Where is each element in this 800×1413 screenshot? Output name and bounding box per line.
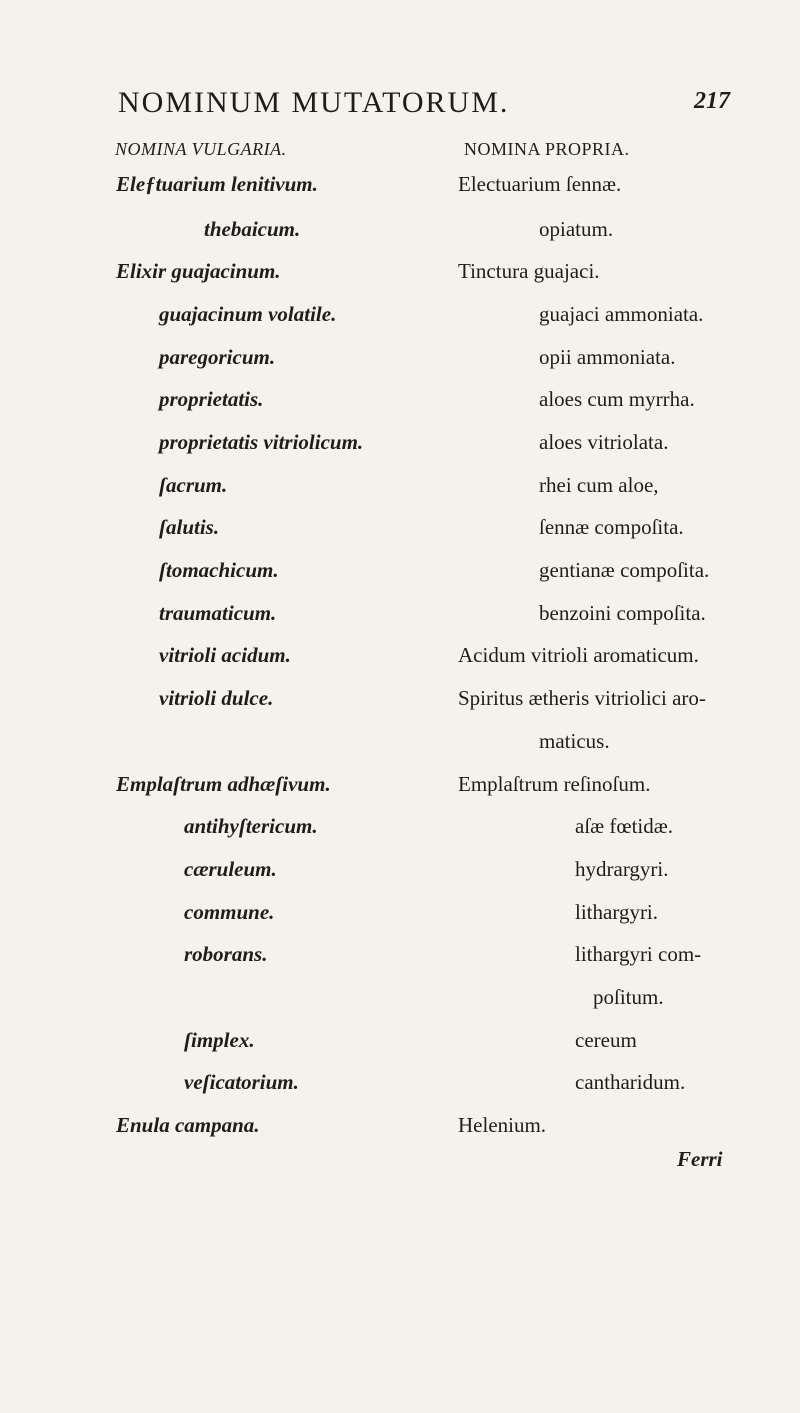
proper-name: Electuarium ſennæ. — [458, 172, 622, 196]
proper-name: ſennæ compoſita. — [539, 515, 684, 539]
proper-name: hydrargyri. — [575, 857, 669, 881]
proper-name: guajaci ammoniata. — [539, 302, 704, 326]
proper-name: aloes vitriolata. — [539, 430, 669, 454]
proper-name: aſæ fœtidæ. — [575, 814, 673, 838]
vulgar-name: cæruleum. — [184, 857, 277, 881]
proper-name: gentianæ compoſita. — [539, 558, 710, 582]
vulgar-name: ſtomachicum. — [159, 558, 279, 582]
vulgar-name: vitrioli acidum. — [159, 643, 291, 667]
vulgar-name: commune. — [184, 900, 275, 924]
proper-name: Tinctura guajaci. — [458, 259, 600, 283]
proper-name: benzoini compoſita. — [539, 601, 706, 625]
vulgar-name: guajacinum volatile. — [159, 302, 337, 326]
proper-name: opiatum. — [539, 217, 614, 241]
vulgar-name: ſalutis. — [159, 515, 220, 539]
vulgar-name: ſacrum. — [159, 473, 228, 497]
vulgar-name: Enula campana. — [116, 1113, 260, 1137]
vulgar-name: proprietatis vitriolicum. — [159, 430, 364, 454]
vulgar-name: roborans. — [184, 942, 268, 966]
vulgar-name: antihyſtericum. — [184, 814, 318, 838]
vulgar-name: traumaticum. — [159, 601, 277, 625]
proper-name: maticus. — [539, 729, 610, 753]
running-title: NOMINUM MUTATORUM. — [118, 86, 510, 119]
vulgar-name: proprietatis. — [159, 387, 264, 411]
proper-name: Acidum vitrioli aromaticum. — [458, 643, 699, 667]
right-column-heading: NOMINA PROPRIA. — [464, 139, 630, 159]
catchword: Ferri — [677, 1147, 723, 1171]
proper-name: lithargyri. — [575, 900, 659, 924]
vulgar-name: Emplaſtrum adhæſivum. — [116, 772, 331, 796]
proper-name: Emplaſtrum reſinoſum. — [458, 772, 651, 796]
proper-name: Spiritus ætheris vitriolici aro- — [458, 686, 706, 710]
proper-name: opii ammoniata. — [539, 345, 676, 369]
vulgar-name: veſicatorium. — [184, 1070, 299, 1094]
proper-name: Helenium. — [458, 1113, 547, 1137]
proper-name: aloes cum myrrha. — [539, 387, 695, 411]
proper-name: rhei cum aloe, — [539, 473, 659, 497]
page-number: 217 — [694, 88, 730, 114]
proper-name: poſitum. — [593, 985, 664, 1009]
left-column-heading: NOMINA VULGARIA. — [115, 139, 287, 159]
proper-name: cereum — [575, 1028, 637, 1052]
vulgar-name: ſimplex. — [184, 1028, 255, 1052]
vulgar-name: vitrioli dulce. — [159, 686, 274, 710]
vulgar-name: thebaicum. — [204, 217, 301, 241]
vulgar-name: paregoricum. — [159, 345, 276, 369]
vulgar-name: Elixir guajacinum. — [116, 259, 281, 283]
vulgar-name: Eleƒtuarium lenitivum. — [116, 172, 318, 196]
proper-name: lithargyri com- — [575, 942, 702, 966]
proper-name: cantharidum. — [575, 1070, 686, 1094]
